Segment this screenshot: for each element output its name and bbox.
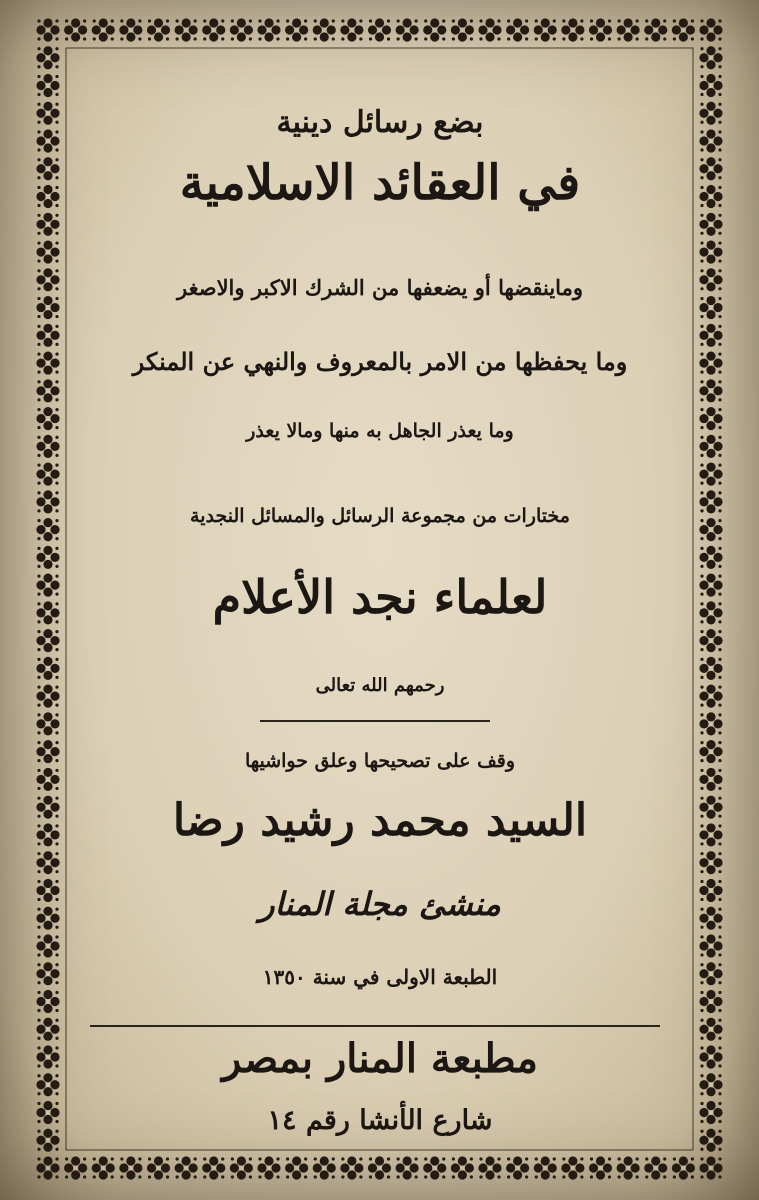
border-ornament [36, 851, 59, 874]
short-divider [260, 720, 490, 722]
border-ornament [699, 1156, 722, 1179]
border-ornament [147, 1156, 170, 1179]
border-ornament [36, 823, 59, 846]
blessing-text: رحمهم الله تعالى [315, 675, 445, 696]
border-ornament [257, 1156, 280, 1179]
border-ornament [699, 685, 722, 708]
border-ornament [423, 1156, 446, 1179]
border-ornament [699, 129, 722, 152]
border-ornament [257, 18, 280, 41]
border-ornament [672, 18, 695, 41]
border-ornament [699, 518, 722, 541]
edition-line: الطبعة الاولى في سنة ١٣٥٠ [262, 965, 498, 989]
border-ornament [699, 574, 722, 597]
border-ornament [64, 1156, 87, 1179]
border-ornament [36, 796, 59, 819]
border-ornament [36, 490, 59, 513]
border-ornament [285, 1156, 308, 1179]
border-ornament [36, 629, 59, 652]
border-ornament [699, 768, 722, 791]
border-ornament [699, 157, 722, 180]
border-ornament [36, 657, 59, 680]
border-ornament [36, 990, 59, 1013]
border-ornament [36, 907, 59, 930]
border-ornament [451, 18, 474, 41]
border-ornament [36, 518, 59, 541]
border-ornament [36, 379, 59, 402]
border-ornament [36, 1156, 59, 1179]
border-ornament [699, 46, 722, 69]
border-ornament [36, 601, 59, 624]
border-ornament [36, 268, 59, 291]
border-ornament [699, 490, 722, 513]
description-line-2: وما يحفظها من الامر بالمعروف والنهي عن المنكر [132, 347, 628, 376]
border-ornament [202, 1156, 225, 1179]
border-ornament [36, 546, 59, 569]
border-ornament [699, 796, 722, 819]
border-ornament [119, 1156, 142, 1179]
selections-line: مختارات من مجموعة الرسائل والمسائل النجدية [190, 505, 570, 527]
border-ornament [699, 462, 722, 485]
border-ornament [36, 157, 59, 180]
border-ornament [36, 1018, 59, 1041]
border-ornament [147, 18, 170, 41]
border-ornament [534, 1156, 557, 1179]
border-ornament [36, 574, 59, 597]
border-ornament [699, 657, 722, 680]
border-ornament [699, 435, 722, 458]
border-ornament [36, 185, 59, 208]
border-ornament [36, 712, 59, 735]
border-ornament [36, 1101, 59, 1124]
border-ornament [36, 18, 59, 41]
border-ornament [36, 435, 59, 458]
main-title: في العقائد الاسلامية [179, 155, 581, 211]
border-ornament [36, 351, 59, 374]
border-ornament [36, 296, 59, 319]
border-ornament [175, 1156, 198, 1179]
border-ornament [699, 185, 722, 208]
border-ornament [561, 1156, 584, 1179]
border-ornament [313, 18, 336, 41]
border-ornament [175, 18, 198, 41]
border-ornament [202, 18, 225, 41]
border-ornament [285, 18, 308, 41]
border-ornament [36, 1129, 59, 1152]
border-ornament [36, 407, 59, 430]
border-ornament [230, 1156, 253, 1179]
border-ornament [561, 18, 584, 41]
border-ornament [64, 18, 87, 41]
border-ornament [699, 240, 722, 263]
border-ornament [699, 962, 722, 985]
border-ornament [699, 629, 722, 652]
editor-intro: وقف على تصحيحها وعلق حواشيها [244, 750, 516, 772]
border-ornament [36, 213, 59, 236]
border-ornament [36, 74, 59, 97]
border-ornament [36, 324, 59, 347]
border-ornament [699, 1018, 722, 1041]
border-ornament [699, 379, 722, 402]
border-ornament [699, 712, 722, 735]
border-ornament [699, 351, 722, 374]
border-ornament [699, 296, 722, 319]
border-ornament [699, 1129, 722, 1152]
border-ornament [368, 18, 391, 41]
border-ornament [368, 1156, 391, 1179]
border-ornament [36, 240, 59, 263]
border-ornament [36, 46, 59, 69]
border-ornament [699, 879, 722, 902]
border-ornament [699, 934, 722, 957]
border-ornament [699, 851, 722, 874]
description-line-1: وماينقضها أو يضعفها من الشرك الاكبر والاصغر [177, 275, 583, 300]
border-ornament [589, 1156, 612, 1179]
border-ornament [699, 601, 722, 624]
press-name: مطبعة المنار بمصر [222, 1035, 538, 1082]
border-ornament [36, 1073, 59, 1096]
border-ornament [506, 18, 529, 41]
border-ornament [699, 1073, 722, 1096]
border-ornament [423, 18, 446, 41]
border-ornament [699, 268, 722, 291]
border-ornament [36, 879, 59, 902]
border-ornament [589, 18, 612, 41]
long-divider [90, 1025, 660, 1027]
border-ornament [36, 102, 59, 125]
border-ornament [506, 1156, 529, 1179]
border-ornament [36, 462, 59, 485]
border-ornament [36, 129, 59, 152]
border-ornament [36, 740, 59, 763]
border-ornament [699, 546, 722, 569]
border-ornament [230, 18, 253, 41]
border-ornament [36, 768, 59, 791]
border-ornament [451, 1156, 474, 1179]
border-ornament [119, 18, 142, 41]
border-ornament [92, 18, 115, 41]
authors-heading: لعلماء نجد الأعلام [212, 570, 548, 624]
border-ornament [699, 907, 722, 930]
border-ornament [478, 1156, 501, 1179]
border-ornament [396, 18, 419, 41]
border-ornament [617, 1156, 640, 1179]
border-ornament [699, 740, 722, 763]
border-ornament [699, 1101, 722, 1124]
description-line-3: وما يعذر الجاهل به منها ومالا يعذر [246, 420, 514, 442]
editor-title: منشئ مجلة المنار [259, 885, 501, 923]
border-ornament [313, 1156, 336, 1179]
border-ornament [699, 324, 722, 347]
border-ornament [699, 102, 722, 125]
border-ornament [478, 18, 501, 41]
border-ornament [92, 1156, 115, 1179]
border-ornament [396, 1156, 419, 1179]
border-ornament [644, 18, 667, 41]
border-ornament [340, 1156, 363, 1179]
border-ornament [672, 1156, 695, 1179]
series-title: بضع رسائل دينية [276, 105, 484, 140]
border-ornament [36, 962, 59, 985]
border-ornament [36, 685, 59, 708]
border-ornament [534, 18, 557, 41]
border-ornament [36, 934, 59, 957]
border-ornament [644, 1156, 667, 1179]
border-ornament [699, 18, 722, 41]
border-ornament [699, 407, 722, 430]
border-ornament [699, 1045, 722, 1068]
editor-name: السيد محمد رشيد رضا [172, 795, 588, 846]
border-ornament [340, 18, 363, 41]
border-ornament [36, 1045, 59, 1068]
press-address: شارع الأنشا رقم ١٤ [267, 1105, 493, 1136]
border-ornament [699, 213, 722, 236]
border-ornament [699, 823, 722, 846]
border-ornament [617, 18, 640, 41]
border-ornament [699, 990, 722, 1013]
border-ornament [699, 74, 722, 97]
